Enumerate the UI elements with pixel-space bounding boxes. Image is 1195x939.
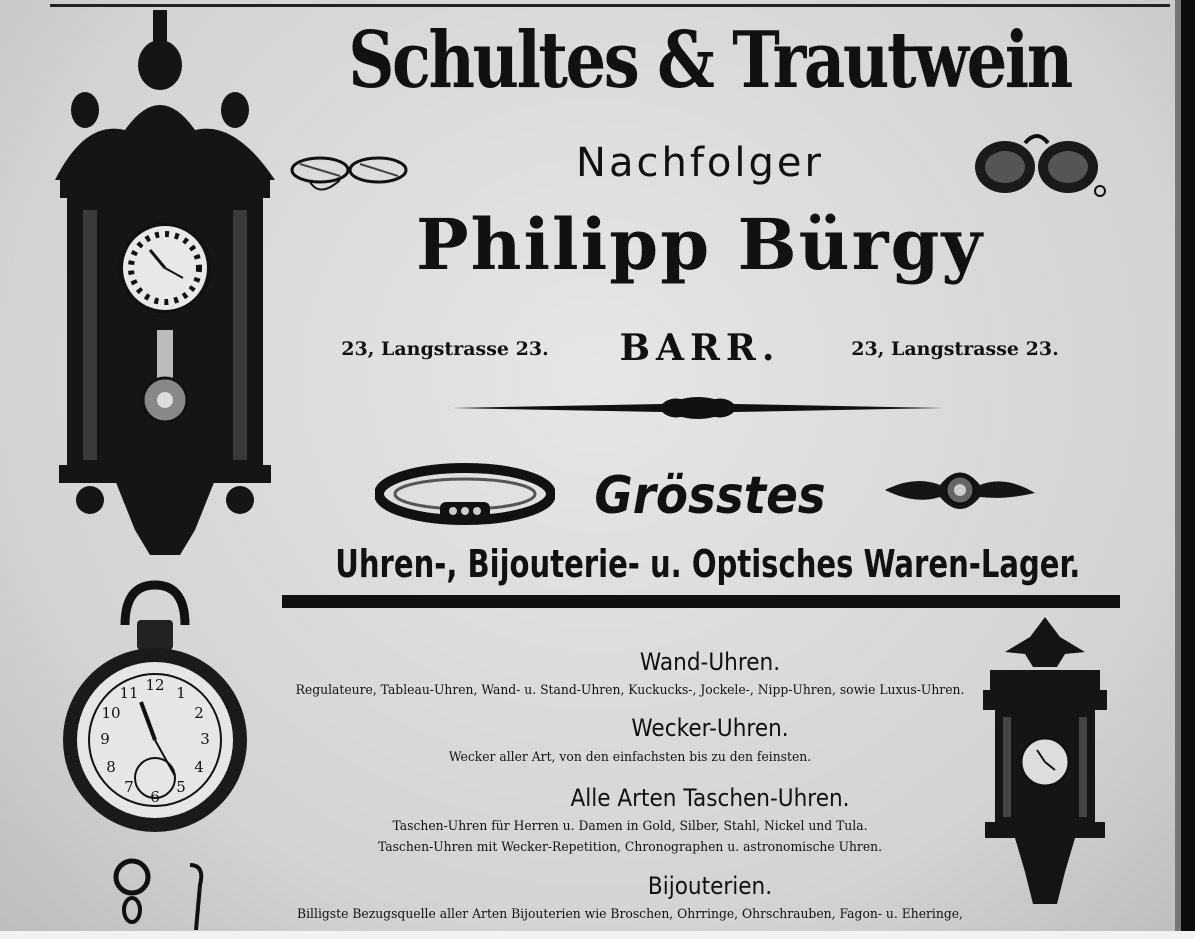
- watch-chain-icon: [110, 855, 220, 935]
- section-text-bijouterien: Billigste Bezugsquelle aller Arten Bijouterien wie Broschen, Ohrringe, Ohrschrauben, Fagon- u. Eheringe,: [297, 907, 963, 922]
- svg-text:1: 1: [176, 684, 186, 702]
- subheadline: Uhren-, Bijouterie- u. Optisches Waren-Lager.: [335, 542, 1081, 586]
- city-name: BARR.: [619, 327, 781, 369]
- section-title-taschen-uhren: Alle Arten Taschen-Uhren.: [570, 784, 850, 812]
- svg-text:10: 10: [101, 704, 121, 722]
- section-rule: [282, 595, 1120, 608]
- owner-name: Philipp Bürgy: [415, 203, 985, 286]
- svg-text:5: 5: [176, 778, 186, 796]
- headline: Grösstes: [594, 466, 826, 526]
- spectacles-icon: [290, 150, 410, 200]
- svg-text:11: 11: [119, 684, 139, 702]
- address-right: 23, Langstrasse 23.: [851, 338, 1059, 360]
- top-rule: [50, 4, 1170, 7]
- firm-name: Schultes & Trautwein: [348, 15, 1071, 106]
- successor-label: Nachfolger: [576, 140, 824, 186]
- ornament-divider-icon: [452, 393, 944, 423]
- svg-text:8: 8: [106, 758, 116, 776]
- section-text-wand-uhren: Regulateure, Tableau-Uhren, Wand- u. Stand-Uhren, Kuckucks-, Jockele-, Nipp-Uhren, sowie Luxus-Uhren.: [295, 683, 965, 698]
- svg-text:6: 6: [150, 788, 160, 806]
- svg-text:4: 4: [194, 758, 204, 776]
- section-title-wecker-uhren: Wecker-Uhren.: [631, 714, 789, 742]
- section-text-taschen-uhren-1: Taschen-Uhren für Herren u. Damen in Gold, Silber, Stahl, Nickel und Tula.: [392, 819, 868, 834]
- svg-text:9: 9: [100, 730, 110, 748]
- svg-text:12: 12: [145, 676, 165, 694]
- address-left: 23, Langstrasse 23.: [341, 338, 549, 360]
- section-title-wand-uhren: Wand-Uhren.: [639, 648, 781, 676]
- section-text-wecker-uhren: Wecker aller Art, von den einfachsten bis zu den feinsten.: [448, 750, 812, 765]
- bracelet-icon: [375, 462, 555, 532]
- svg-text:2: 2: [194, 704, 204, 722]
- wall-clock-icon: [45, 10, 285, 570]
- section-text-taschen-uhren-2: Taschen-Uhren mit Wecker-Repetition, Chronographen u. astronomische Uhren.: [377, 840, 883, 855]
- pince-nez-icon: [970, 125, 1110, 200]
- scan-border: [1181, 0, 1195, 939]
- scan-bottom-edge: [0, 931, 1195, 939]
- brooch-icon: [885, 455, 1035, 525]
- section-title-bijouterien: Bijouterien.: [647, 872, 773, 900]
- svg-text:7: 7: [124, 778, 134, 796]
- svg-text:3: 3: [200, 730, 210, 748]
- pocket-watch-icon: [55, 580, 255, 845]
